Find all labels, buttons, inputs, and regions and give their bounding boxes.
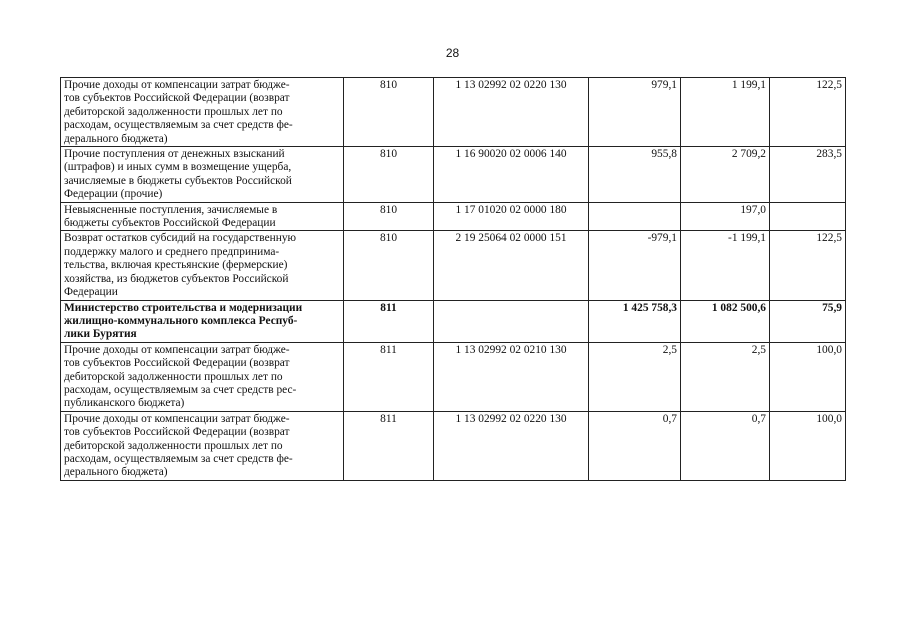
- budget-revenue-table: [60, 77, 846, 481]
- actual-amount-cell: -1 199,1: [681, 231, 770, 300]
- income-name-line: Прочие доходы от компенсации затрат бюдже-: [64, 79, 290, 91]
- income-name-cell: [61, 231, 344, 300]
- actual-amount-cell: 2 709,2: [681, 147, 770, 203]
- income-name-line: дебиторской задолженности прошлых лет по: [64, 439, 283, 452]
- plan-amount-cell: 2,5: [589, 342, 681, 411]
- budget-code-cell: [434, 300, 589, 342]
- budget-code-cell: 1 16 90020 02 0006 140: [434, 147, 589, 203]
- plan-amount-cell: 0,7: [589, 411, 681, 480]
- table-row: [61, 78, 846, 147]
- table-row: [61, 231, 846, 300]
- income-name-line: публиканского бюджета): [64, 397, 185, 410]
- percent-cell: 122,5: [770, 231, 846, 300]
- plan-amount-cell: 1 425 758,3: [589, 300, 681, 342]
- budget-code-cell: 1 13 02992 02 0210 130: [434, 342, 589, 411]
- income-name-line: поддержку малого и среднего предпринима-: [64, 245, 280, 258]
- income-name-line: тов субъектов Российской Федерации (возврат: [64, 92, 290, 105]
- income-name-line: Невыясненные поступления, зачисляемые в: [64, 203, 278, 216]
- percent-cell: 122,5: [770, 78, 846, 147]
- actual-amount-cell: 1 082 500,6: [681, 300, 770, 342]
- percent-cell: [770, 202, 846, 231]
- percent-cell: 100,0: [770, 342, 846, 411]
- income-name-line: жилищно-коммунального комплекса Респуб-: [64, 314, 298, 327]
- income-name-cell: [61, 342, 344, 411]
- income-name-line: Прочие доходы от компенсации затрат бюдже-: [64, 412, 290, 425]
- income-name-line: тов субъектов Российской Федерации (возврат: [64, 426, 290, 439]
- budget-code-cell: 1 17 01020 02 0000 180: [434, 202, 589, 231]
- percent-cell: 75,9: [770, 300, 846, 342]
- table-row: [61, 342, 846, 411]
- page-number: 28: [445, 46, 460, 60]
- plan-amount-cell: -979,1: [589, 231, 681, 300]
- budget-code-cell: 2 19 25064 02 0000 151: [434, 231, 589, 300]
- actual-amount-cell: 0,7: [681, 411, 770, 480]
- income-name-line: Возврат остатков субсидий на государственную: [64, 232, 297, 245]
- admin-code-cell: 811: [344, 300, 434, 342]
- income-name-line: дерального бюджета): [64, 132, 168, 145]
- income-name-cell: [61, 147, 344, 203]
- table-row: [61, 202, 846, 231]
- income-name-line: Федерации: [64, 286, 118, 299]
- admin-code-cell: 810: [344, 147, 434, 203]
- plan-amount-cell: 955,8: [589, 147, 681, 203]
- income-name-line: Прочие доходы от компенсации затрат бюдже-: [64, 343, 290, 356]
- income-name-line: расходам, осуществляемым за счет средств фе-: [64, 119, 293, 132]
- actual-amount-cell: 1 199,1: [681, 78, 770, 147]
- income-name-line: расходам, осуществляемым за счет средств фе-: [64, 452, 293, 465]
- budget-code-cell: 1 13 02992 02 0220 130: [434, 411, 589, 480]
- table-row-section-header: [61, 300, 846, 342]
- admin-code-cell: 811: [344, 411, 434, 480]
- income-name-line: бюджеты субъектов Российской Федерации: [64, 217, 276, 230]
- plan-amount-cell: [589, 202, 681, 231]
- income-name-cell: [61, 300, 344, 342]
- income-name-line: дебиторской задолженности прошлых лет по: [64, 370, 283, 383]
- income-name-cell: [61, 202, 344, 231]
- percent-cell: 283,5: [770, 147, 846, 203]
- income-name-line: лики Бурятия: [64, 328, 137, 341]
- income-name-line: (штрафов) и иных сумм в возмещение ущерба,: [64, 161, 292, 174]
- income-name-line: дерального бюджета): [64, 466, 168, 479]
- income-name-line: расходам, осуществляемым за счет средств рес-: [64, 383, 297, 396]
- table-row: [61, 411, 846, 480]
- plan-amount-cell: 979,1: [589, 78, 681, 147]
- income-name-cell: [61, 78, 344, 147]
- admin-code-cell: 811: [344, 342, 434, 411]
- income-name-line: зачисляемые в бюджеты субъектов Российской: [64, 174, 292, 187]
- income-name-line: хозяйства, из бюджетов субъектов Российской: [64, 272, 289, 285]
- income-name-line: тов субъектов Российской Федерации (возврат: [64, 357, 290, 370]
- income-name-line: дебиторской задолженности прошлых лет по: [64, 105, 283, 118]
- actual-amount-cell: 197,0: [681, 202, 770, 231]
- table-row: [61, 147, 846, 203]
- income-name-line: тельства, включая крестьянские (фермерские): [64, 259, 288, 272]
- percent-cell: 100,0: [770, 411, 846, 480]
- admin-code-cell: 810: [344, 78, 434, 147]
- income-name-line: Министерство строительства и модернизации: [64, 301, 303, 314]
- admin-code-cell: 810: [344, 202, 434, 231]
- table-body: [61, 78, 846, 481]
- income-name-line: Федерации (прочие): [64, 188, 163, 201]
- budget-code-cell: 1 13 02992 02 0220 130: [434, 78, 589, 147]
- income-name-line: Прочие поступления от денежных взысканий: [64, 148, 285, 161]
- actual-amount-cell: 2,5: [681, 342, 770, 411]
- income-name-cell: [61, 411, 344, 480]
- admin-code-cell: 810: [344, 231, 434, 300]
